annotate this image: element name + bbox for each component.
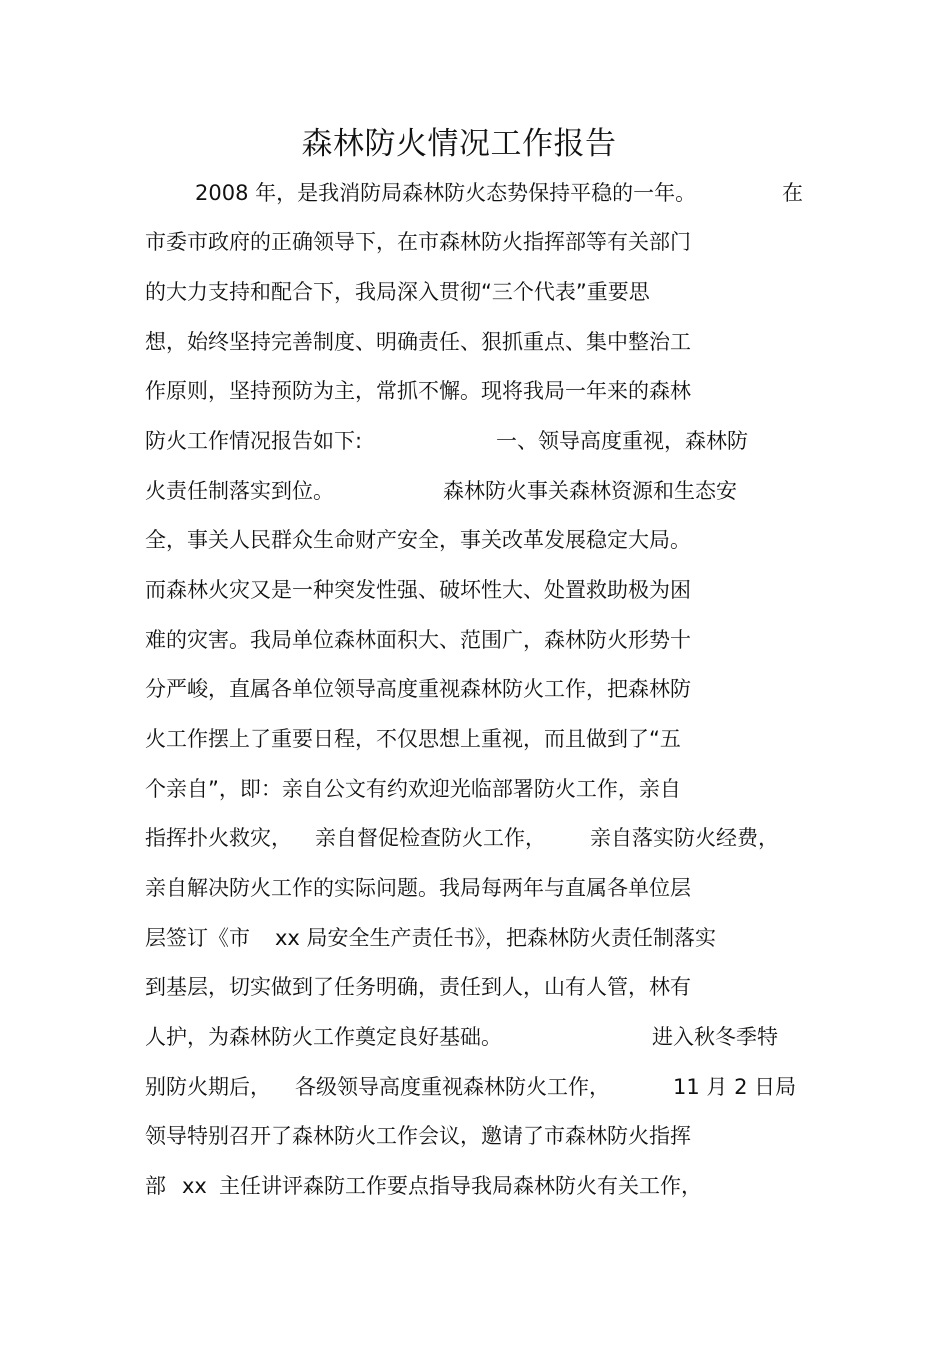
text-segment: 火工作摆上了重要日程，不仅思想上重视，而且做到了“五 xyxy=(145,727,681,751)
text-segment: 森林防火事关森林资源和生态安 xyxy=(443,479,737,503)
text-segment: 2008 年，是我消防局森林防火态势保持平稳的一年。 xyxy=(195,181,697,205)
text-segment: 指挥扑火救灾， xyxy=(145,826,292,850)
text-segment: 进入秋冬季特 xyxy=(652,1025,778,1049)
text-segment: 11 月 2 日局 xyxy=(673,1075,797,1099)
text-segment: 全，事关人民群众生命财产安全，事关改革发展稳定大局。 xyxy=(145,528,691,552)
text-segment: 的大力支持和配合下，我局深入贯彻“三个代表”重要思 xyxy=(145,280,650,304)
text-segment: 主任讲评森防工作要点指导我局森林防火有关工作， xyxy=(219,1174,702,1198)
text-segment: 人护，为森林防火工作奠定良好基础。 xyxy=(145,1025,502,1049)
text-segment: 亲自解决防火工作的实际问题。我局每两年与直属各单位层 xyxy=(145,876,691,900)
text-segment: 部 xyxy=(145,1174,166,1198)
text-segment: 防火工作情况报告如下: xyxy=(145,429,363,453)
document-title: 森林防火情况工作报告 xyxy=(301,126,617,162)
text-segment: 层签订《市 xyxy=(145,926,250,950)
text-segment: 亲自落实防火经费， xyxy=(590,826,779,850)
text-segment: xx xyxy=(182,1174,207,1198)
text-segment: 分严峻，直属各单位领导高度重视森林防火工作，把森林防 xyxy=(145,677,691,701)
text-segment: 亲自督促检查防火工作， xyxy=(315,826,546,850)
text-segment: 而森林火灾又是一种突发性强、破坏性大、处置救助极为困 xyxy=(145,578,691,602)
text-segment: 在 xyxy=(782,181,803,205)
text-segment: 个亲自”，即：亲自公文有约欢迎光临部署防火工作，亲自 xyxy=(145,777,681,801)
text-segment: 想，始终坚持完善制度、明确责任、狠抓重点、集中整治工 xyxy=(145,330,691,354)
text-segment: 各级领导高度重视森林防火工作， xyxy=(295,1075,610,1099)
text-segment: 别防火期后， xyxy=(145,1075,271,1099)
text-segment: 到基层，切实做到了任务明确，责任到人，山有人管，林有 xyxy=(145,975,691,999)
text-segment: xx 局安全生产责任书》，把森林防火责任制落实 xyxy=(275,926,717,950)
text-segment: 火责任制落实到位。 xyxy=(145,479,334,503)
text-segment: 难的灾害。我局单位森林面积大、范围广，森林防火形势十 xyxy=(145,628,691,652)
text-segment: 领导特别召开了森林防火工作会议，邀请了市森林防火指挥 xyxy=(145,1124,691,1148)
text-segment: 作原则，坚持预防为主，常抓不懈。现将我局一年来的森林 xyxy=(145,379,691,403)
text-segment: 一、领导高度重视，森林防 xyxy=(496,429,748,453)
text-segment: 市委市政府的正确领导下，在市森林防火指挥部等有关部门 xyxy=(145,230,691,254)
